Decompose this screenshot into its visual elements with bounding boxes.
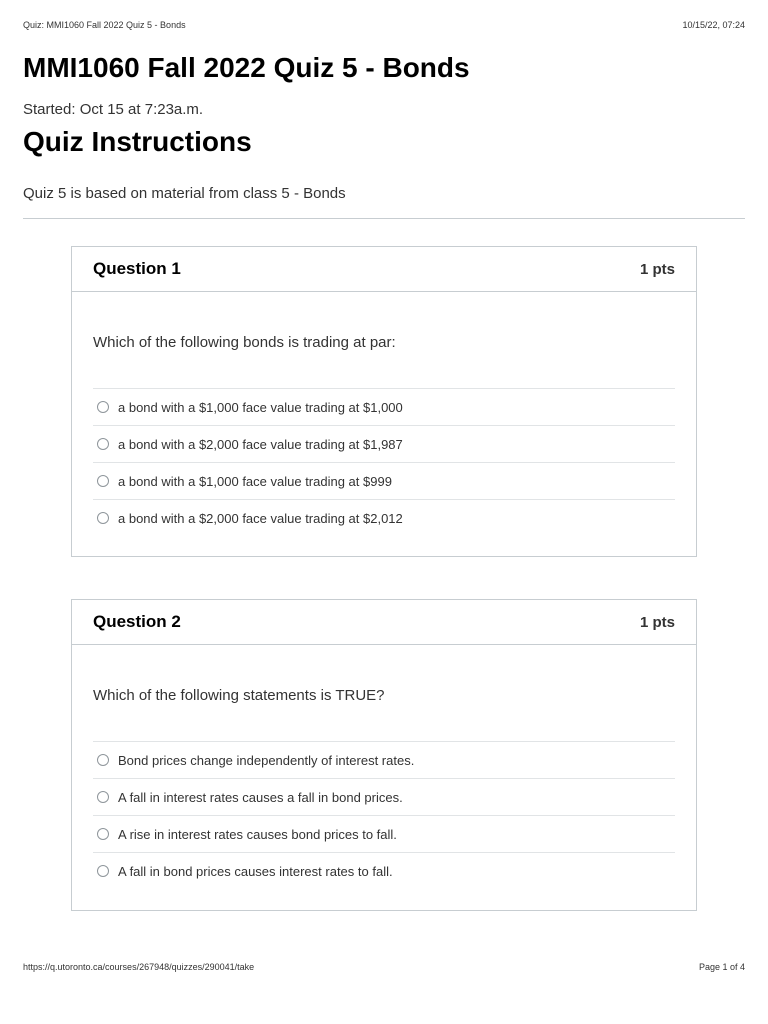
quiz-title: MMI1060 Fall 2022 Quiz 5 - Bonds <box>23 52 470 83</box>
radio-button[interactable] <box>97 754 109 766</box>
answer-option[interactable] <box>93 388 675 425</box>
answer-option[interactable] <box>93 425 675 462</box>
question-body <box>72 687 696 889</box>
radio-button[interactable] <box>97 865 109 877</box>
answer-label[interactable]: a bond with a $2,000 face value trading at $2,012 <box>118 510 403 526</box>
divider <box>23 218 745 219</box>
radio-button[interactable] <box>97 512 109 524</box>
answer-label[interactable]: A fall in bond prices causes interest rates to fall. <box>118 863 393 879</box>
answer-label[interactable]: A fall in interest rates causes a fall in bond prices. <box>118 789 403 805</box>
radio-button[interactable] <box>97 438 109 450</box>
print-header-title: Quiz: MMI1060 Fall 2022 Quiz 5 - Bonds <box>23 20 186 30</box>
instructions-text: Quiz 5 is based on material from class 5 - Bonds <box>23 185 346 202</box>
answer-label[interactable]: Bond prices change independently of interest rates. <box>118 752 415 768</box>
question-points: 1 pts <box>639 260 675 278</box>
answer-option[interactable] <box>93 778 675 815</box>
question-title: Question 2 <box>93 612 181 631</box>
answer-option[interactable] <box>93 815 675 852</box>
question-title: Question 1 <box>93 259 181 278</box>
question-text: Which of the following statements is TRUE? <box>93 687 385 704</box>
started-time: Started: Oct 15 at 7:23a.m. <box>23 101 204 118</box>
print-header-datetime: 10/15/22, 07:24 <box>682 20 745 30</box>
answer-list <box>93 388 675 536</box>
question-2 <box>71 599 697 911</box>
answer-label[interactable]: a bond with a $2,000 face value trading at $1,987 <box>118 436 403 452</box>
answer-option[interactable] <box>93 741 675 778</box>
answer-option[interactable] <box>93 462 675 499</box>
print-footer <box>23 962 745 972</box>
question-body <box>72 334 696 536</box>
question-header <box>72 247 696 292</box>
question-points: 1 pts <box>639 613 675 631</box>
print-header <box>23 20 745 30</box>
radio-button[interactable] <box>97 828 109 840</box>
question-header <box>72 600 696 645</box>
answer-label[interactable]: a bond with a $1,000 face value trading at $1,000 <box>118 399 403 415</box>
answer-option[interactable] <box>93 499 675 536</box>
question-text: Which of the following bonds is trading at par: <box>93 334 396 351</box>
radio-button[interactable] <box>97 791 109 803</box>
answer-option[interactable] <box>93 852 675 889</box>
instructions-heading: Quiz Instructions <box>23 126 252 157</box>
answer-label[interactable]: a bond with a $1,000 face value trading at $999 <box>118 473 392 489</box>
print-footer-url: https://q.utoronto.ca/courses/267948/quizzes/290041/take <box>23 962 255 972</box>
print-footer-page-number: Page 1 of 4 <box>698 962 745 972</box>
radio-button[interactable] <box>97 401 109 413</box>
radio-button[interactable] <box>97 475 109 487</box>
question-1 <box>71 246 697 557</box>
answer-list <box>93 741 675 889</box>
answer-label[interactable]: A rise in interest rates causes bond prices to fall. <box>118 826 397 842</box>
